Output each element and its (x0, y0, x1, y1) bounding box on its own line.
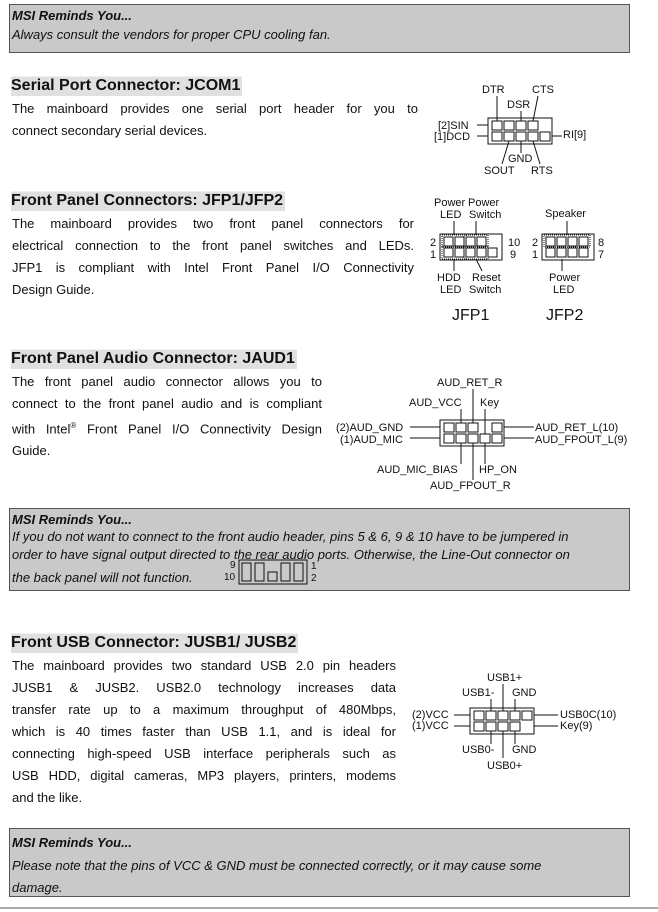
text-fragment: Front Panel I/O Connectivity Design (76, 421, 322, 437)
section-heading-jcom1: Serial Port Connector: JCOM1 (11, 77, 241, 94)
pin-2: 2 (311, 573, 317, 584)
pin-8-jfp2: 8 (598, 237, 605, 249)
text-line (12, 415, 322, 440)
pin-label-aud-gnd: (2)AUD_GND (336, 422, 404, 434)
pin-label-vcc2: (2)VCC (412, 709, 449, 721)
pin-1: 1 (311, 561, 317, 572)
pin-label-cts: CTS (532, 84, 554, 96)
pin-10: 10 (508, 237, 521, 249)
pin-label-aud-ret-l: AUD_RET_L(10) (535, 422, 619, 434)
pin-label-vcc1: (1)VCC (412, 720, 449, 732)
section-heading-jusb: Front USB Connector: JUSB1/ JUSB2 (11, 634, 297, 651)
label-jfp2: JFP2 (546, 307, 584, 324)
reminder-text-line: order to have signal output directed to the rear audio ports. Otherwise, the Line-Out connector on (12, 547, 570, 562)
text-line: connecting high-speed USB interface peripherals such as (12, 746, 396, 761)
jusb-pinout-diagram (410, 668, 630, 778)
text-line: which is 40 times faster than USB 1.1, and is ideal for (12, 724, 396, 739)
label-speaker: Speaker (545, 208, 586, 220)
section-heading-jaud1: Front Panel Audio Connector: JAUD1 (11, 350, 295, 367)
text-line: The front panel audio connector allows you to (12, 374, 322, 389)
pin-label-aud-fpout-r: AUD_FPOUT_R (430, 480, 511, 492)
pin-label-sout: SOUT (484, 165, 515, 177)
pin-9: 9 (510, 249, 517, 261)
text-line: Guide. (12, 443, 51, 459)
reminder-box-vcc-gnd (9, 828, 630, 897)
pin-label-rts: RTS (531, 165, 553, 177)
reminder-text-line: damage. (12, 880, 63, 895)
jfp-description (12, 213, 414, 301)
pin-label-usb1-minus: USB1- (462, 687, 495, 699)
jumper-diagram (220, 558, 324, 588)
pin-label-gnd-bottom: GND (512, 744, 537, 756)
jaud1-description (12, 371, 322, 462)
label-led-top: LED (440, 209, 462, 221)
label-led-jfp2: LED (553, 284, 575, 296)
jfp-pinout-diagram (424, 194, 624, 326)
pin-label-usb0-minus: USB0- (462, 744, 495, 756)
pin-label-hp-on: HP_ON (479, 464, 517, 476)
reminder-text-line: Please note that the pins of VCC & GND must be connected correctly, or it may cause some (12, 858, 542, 873)
label-hdd-led: LED (440, 284, 462, 296)
text-line: and the like. (12, 790, 83, 805)
text-fragment: with Intel (12, 421, 71, 437)
pin-label-aud-fpout-l: AUD_FPOUT_L(9) (535, 434, 628, 446)
pin-label-aud-ret-r: AUD_RET_R (437, 377, 503, 389)
reminder-title: MSI Reminds You... (12, 8, 132, 23)
section-heading-jfp: Front Panel Connectors: JFP1/JFP2 (11, 192, 284, 209)
reminder-text: Always consult the vendors for proper CPU cooling fan. (12, 27, 331, 42)
text-line: connect secondary serial devices. (12, 123, 208, 138)
label-power-jfp2: Power (549, 272, 581, 284)
text-line: electrical connection to the front panel switches and LEDs. (12, 238, 414, 253)
text-line: The mainboard provides one serial port header for you to (12, 101, 418, 116)
text-line: The mainboard provides two front panel connectors for (12, 216, 414, 231)
text-line: transfer rate up to a maximum throughput of 480Mbps, (12, 702, 396, 717)
pin-9: 9 (230, 560, 236, 571)
text-line: Design Guide. (12, 282, 95, 297)
pin-label-dsr: DSR (507, 99, 531, 111)
pin-label-dcd: [1]DCD (434, 131, 471, 143)
label-jfp1: JFP1 (452, 307, 490, 324)
jusb-description (12, 655, 396, 809)
reminder-title: MSI Reminds You... (12, 835, 132, 850)
label-reset: Reset (472, 272, 501, 284)
connector-header (470, 708, 534, 734)
label-reset-switch: Switch (469, 284, 502, 296)
pin-label-aud-mic: (1)AUD_MIC (340, 434, 403, 446)
pin-label-gnd-top: GND (512, 687, 537, 699)
pin-10: 10 (224, 572, 236, 583)
pin-label-sin: [2]SIN (438, 120, 469, 132)
reminder-box-cpu-fan (9, 4, 630, 53)
text-line: JUSB1 & JUSB2. USB2.0 technology increases data (12, 680, 396, 695)
pin-label-aud-vcc: AUD_VCC (409, 397, 462, 409)
pin-label-ri: RI[9] (563, 129, 587, 141)
reminder-text-line: the back panel will not function. (12, 570, 193, 585)
pin-label-gnd: GND (508, 153, 533, 165)
jcom1-pinout-diagram (420, 80, 600, 180)
text-line: The mainboard provides two standard USB 2.0 pin headers (12, 658, 396, 673)
label-hdd: HDD (437, 272, 461, 284)
connector-header (488, 118, 552, 144)
pin-2-jfp2: 2 (532, 237, 539, 249)
pin-label-usb1-plus: USB1+ (487, 672, 523, 684)
pin-2: 2 (430, 237, 437, 249)
text-line: JFP1 is compliant with Intel Front Panel I/O Connectivity (12, 260, 414, 275)
pin-label-usb0-plus: USB0+ (487, 760, 523, 772)
connector-header (440, 420, 504, 446)
pin-label-key9: Key(9) (560, 720, 593, 732)
reminder-text-line: If you do not want to connect to the front audio header, pins 5 & 6, 9 & 10 have to be jumpered in (12, 529, 569, 544)
pin-1-jfp2: 1 (532, 249, 539, 261)
registered-mark: ® (70, 421, 77, 430)
pin-1: 1 (430, 249, 437, 261)
label-power-switch-top: Power (468, 197, 500, 209)
page-bottom-rule (0, 907, 658, 909)
label-switch-top: Switch (469, 209, 502, 221)
pin-label-key: Key (480, 397, 499, 409)
text-line: USB HDD, digital cameras, MP3 players, printers, modems (12, 768, 396, 783)
pin-label-dtr: DTR (482, 84, 505, 96)
jcom1-description (12, 98, 418, 142)
pin-label-aud-mic-bias: AUD_MIC_BIAS (377, 464, 458, 476)
label-power-led-top: Power (434, 197, 466, 209)
reminder-title: MSI Reminds You... (12, 512, 132, 527)
text-line: connect to the front panel audio and is compliant (12, 396, 322, 411)
pin-label-usb0c: USB0C(10) (560, 709, 617, 721)
pin-7-jfp2: 7 (598, 249, 605, 261)
jaud1-pinout-diagram (334, 372, 638, 494)
